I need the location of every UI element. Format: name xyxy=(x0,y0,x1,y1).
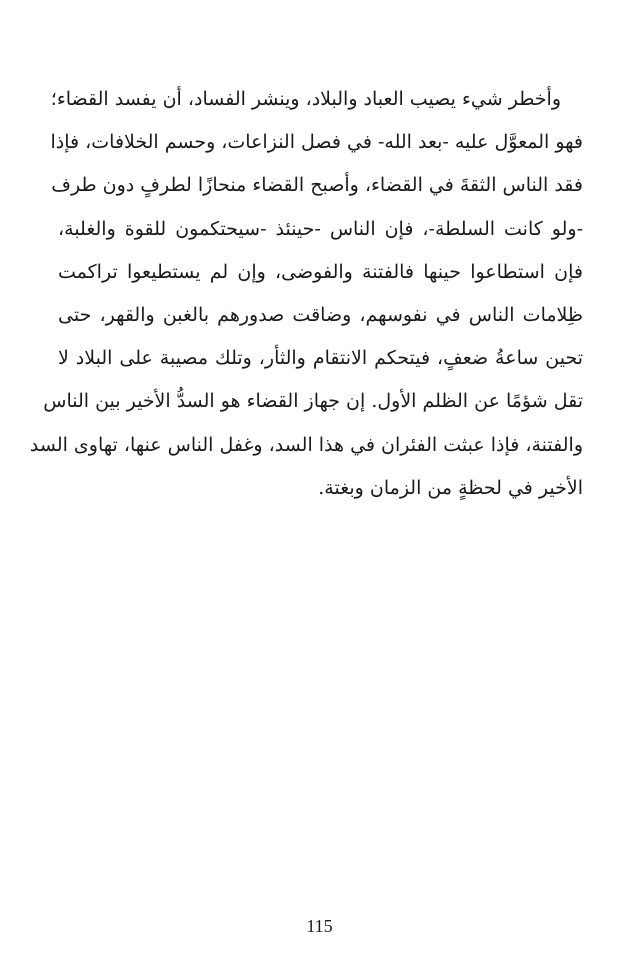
text-line: وأخطر شيء يصيب العباد والبلاد، وينشر الفساد، أن يفسد القضاء؛ xyxy=(50,88,561,110)
text-line: -ولو كانت السلطة-، فإن الناس -حينئذ -سيحتكمون للقوة والغلبة، xyxy=(58,217,583,240)
text-line: تحين ساعةُ ضعفٍ، فيتحكم الانتقام والثأر، وتلك مصيبة على البلاد لا xyxy=(58,347,583,370)
text-line: فقد الناس الثقةَ في القضاء، وأصبح القضاء منحازًا لطرفٍ دون طرف xyxy=(51,174,583,197)
text-line: ظِلامات الناس في نفوسهم، وضاقت صدورهم بالغبن والقهر، حتى xyxy=(58,303,583,326)
text-line: الأخير في لحظةٍ من الزمان وبغتة. xyxy=(318,476,583,499)
text-line: فإن استطاعوا حينها فالفتنة والفوضى، وإن لم يستطيعوا تراكمت xyxy=(58,260,583,283)
body-paragraph xyxy=(29,78,583,510)
text-line: فهو المعوَّل عليه -بعد الله- في فصل النزاعات، وحسم الخلافات، فإذا xyxy=(50,131,583,154)
page-number: 115 xyxy=(306,916,333,936)
text-line: والفتنة، فإذا عبثت الفئران في هذا السد، وغفل الناس عنها، تهاوى السد xyxy=(29,433,583,456)
text-line: تقل شؤمًا عن الظلم الأول. إن جهاز القضاء هو السدُّ الأخير بين الناس xyxy=(43,390,583,413)
